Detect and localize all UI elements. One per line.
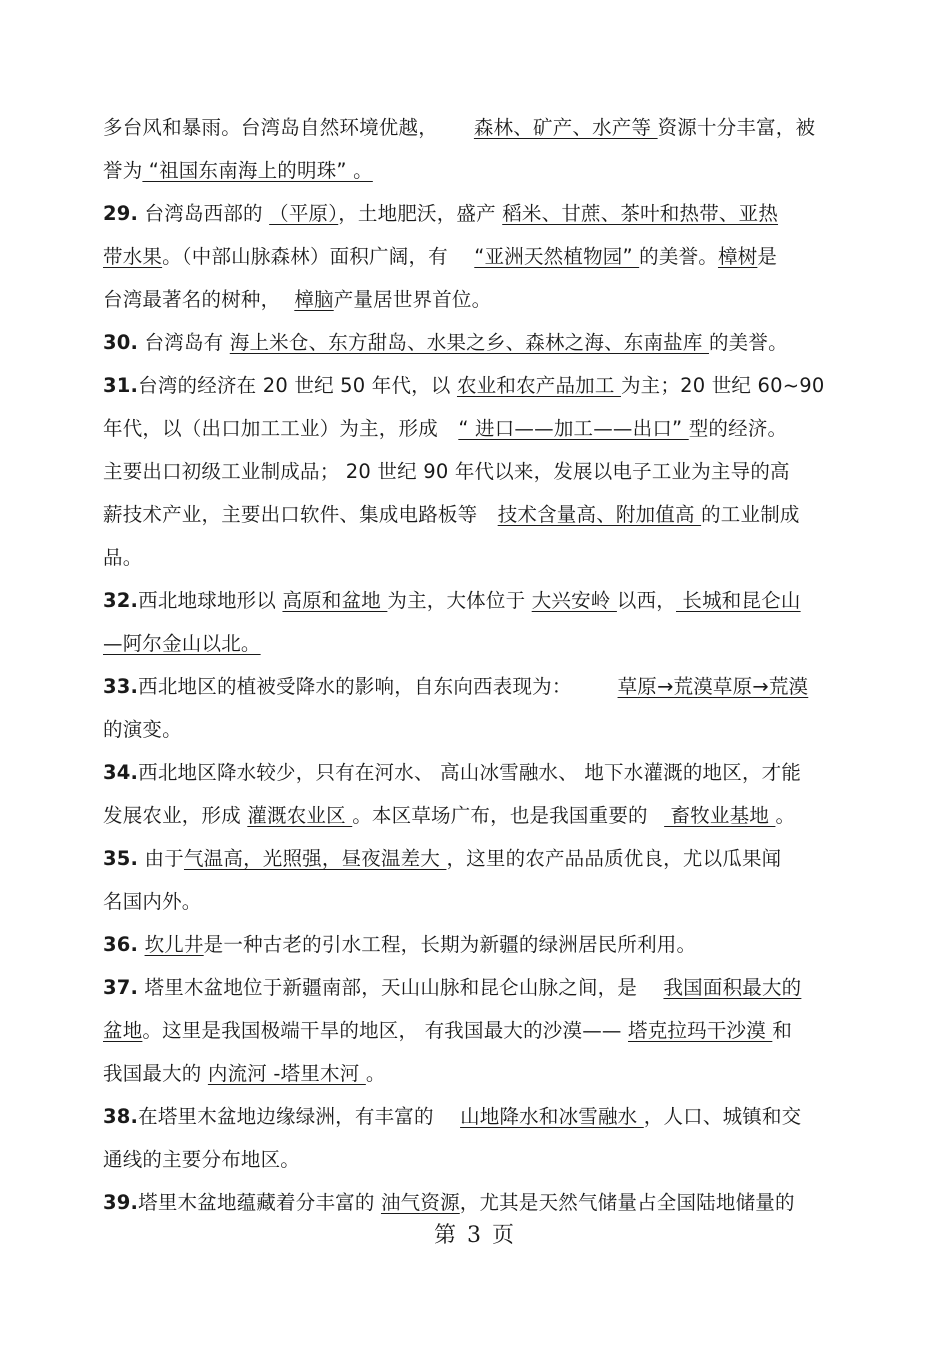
text-line (103, 708, 863, 751)
text-run: 由于 (138, 847, 184, 870)
text-run: 台湾的经济在 20 世纪 50 年代，以 (138, 374, 457, 397)
answer-blank: 海上米仓、东方甜岛、水果之乡、森林之海、东南盐库 (229, 331, 709, 354)
text-line (103, 579, 863, 622)
text-run: 。 (775, 804, 796, 827)
text-line (103, 665, 863, 708)
answer-blank: 技术含量高、附加值高 (497, 503, 702, 526)
text-line (103, 106, 863, 149)
text-line (103, 622, 863, 665)
text-run: ，人口、城镇和交 (643, 1105, 802, 1128)
answer-blank: 樟树 (717, 245, 758, 268)
text-run: 台湾最著名的树种， (103, 288, 281, 311)
text-run: 我国最大的 (103, 1062, 208, 1085)
text-run: 多台风和暴雨。台湾岛自然环境优越， (103, 116, 438, 139)
text-run: 的工业制成 (701, 503, 800, 526)
text-run: 。这里是我国极端干旱的地区， 有我国最大的沙漠—— (142, 1019, 629, 1042)
question-number: 35. (103, 847, 139, 870)
text-run: 薪技术产业，主要出口软件、集成电路板等 (103, 503, 484, 526)
text-run: 在塔里木盆地边缘绿洲，有丰富的 (138, 1105, 441, 1128)
text-line (103, 493, 863, 536)
question-number: 38. (103, 1105, 139, 1128)
answer-blank: 稻米、甘蔗、茶叶和热带、亚热 (502, 202, 779, 225)
text-run: 台湾岛西部的 (138, 202, 270, 225)
answer-blank: 油气资源 (380, 1191, 460, 1214)
answer-blank: 森林、矿产、水产等 (473, 116, 658, 139)
answer-blank: —阿尔金山以北。 (103, 632, 261, 655)
text-run: 为主，大体位于 (387, 589, 532, 612)
text-line (103, 1138, 863, 1181)
text-run: 年代，以（出口加工工业）为主，形成 (103, 417, 445, 440)
answer-blank: 长城和昆仑山 (676, 589, 801, 612)
text-run: 。 (365, 1062, 386, 1085)
text-line (103, 923, 863, 966)
text-run: 型的经济。 (688, 417, 788, 440)
text-run: 以西， (616, 589, 676, 612)
answer-blank: 农业和农产品加工 (456, 374, 621, 397)
text-run: 发展农业，形成 (103, 804, 248, 827)
text-run: 西北地区降水较少，只有在河水、 高山冰雪融水、 地下水灌溉的地区，才能 (138, 761, 802, 784)
answer-blank: 内流河 -塔里木河 (207, 1062, 366, 1085)
text-line (103, 192, 863, 235)
answer-blank: 坎儿井 (144, 933, 204, 956)
text-run: 产量居世界首位。 (333, 288, 492, 311)
text-run: 和 (772, 1019, 793, 1042)
text-line (103, 450, 863, 493)
text-line (103, 794, 863, 837)
text-line (103, 364, 863, 407)
text-run: 名国内外。 (103, 890, 202, 913)
answer-blank: （平原） (269, 202, 339, 225)
answer-blank: 盆地 (103, 1019, 143, 1042)
answer-blank: 樟脑 (294, 288, 334, 311)
text-run: 塔里木盆地位于新疆南部，天山山脉和昆仑山脉之间，是 (138, 976, 644, 999)
text-line (103, 235, 863, 278)
question-number: 32. (103, 589, 139, 612)
text-run: 。（中部山脉森林）面积广阔，有 (162, 245, 455, 268)
answer-blank: 我国面积最大的 (663, 976, 802, 999)
text-run: 的美誉。 (639, 245, 718, 268)
text-run: 是一种古老的引水工程，长期为新疆的绿洲居民所利用。 (203, 933, 697, 956)
answer-blank: “祖国东南海上的明珠” 。 (142, 159, 373, 182)
question-number: 34. (103, 761, 139, 784)
text-run: 主要出口初级工业制成品； 20 世纪 90 年代以来，发展以电子工业为主导的高 (103, 460, 790, 483)
text-run: 台湾岛有 (138, 331, 230, 354)
text-line (103, 149, 863, 192)
text-line (103, 1095, 863, 1138)
text-line (103, 751, 863, 794)
question-number: 31. (103, 374, 139, 397)
text-line (103, 1009, 863, 1052)
text-run: 的美誉。 (708, 331, 788, 354)
answer-blank: 山地降水和冰雪融水 (460, 1105, 644, 1128)
answer-blank: 畜牧业基地 (664, 804, 776, 827)
answer-blank: 带水果 (103, 245, 163, 268)
text-run: ，土地肥沃，盛产 (338, 202, 503, 225)
page-number: 第 3 页 (434, 1223, 516, 1248)
text-line (103, 837, 863, 880)
question-number: 39. (103, 1191, 139, 1214)
text-line (103, 407, 863, 450)
text-run: 西北地区的植被受降水的影响，自东向西表现为： (138, 675, 572, 698)
answer-blank: 灌溉农业区 (247, 804, 353, 827)
text-line (103, 966, 863, 1009)
text-line (103, 278, 863, 321)
text-line (103, 1052, 863, 1095)
answer-blank: 塔克拉玛干沙漠 (628, 1019, 773, 1042)
answer-blank: 高原和盆地 (282, 589, 388, 612)
text-run: 为主；20 世纪 60~90 (620, 374, 825, 397)
text-run: ，尤其是天然气储量占全国陆地储量的 (459, 1191, 795, 1214)
text-run: 西北地球地形以 (138, 589, 283, 612)
body-text (103, 106, 863, 1224)
text-run: 品。 (103, 546, 143, 569)
text-line (103, 880, 863, 923)
text-run: 资源十分丰富，被 (657, 116, 816, 139)
text-run: 誉为 (103, 159, 143, 182)
question-number: 36. (103, 933, 139, 956)
answer-blank: 草原→荒漠草原→荒漠 (617, 675, 809, 698)
question-number: 37. (103, 976, 139, 999)
text-run: 的演变。 (103, 718, 182, 741)
answer-blank: 气温高，光照强，昼夜温差大 (183, 847, 447, 870)
text-run: 通线的主要分布地区。 (103, 1148, 301, 1171)
question-number: 30. (103, 331, 139, 354)
question-number: 29. (103, 202, 139, 225)
answer-blank: 大兴安岭 (531, 589, 617, 612)
text-run: ，这里的农产品品质优良，尤以瓜果闻 (446, 847, 782, 870)
question-number: 33. (103, 675, 139, 698)
text-line (103, 536, 863, 579)
text-run: 。本区草场广布，也是我国重要的 (352, 804, 655, 827)
text-line (103, 321, 863, 364)
answer-blank: “ 进口——加工——出口” (458, 417, 689, 440)
text-run: 是 (757, 245, 778, 268)
answer-blank: “亚洲天然植物园” (474, 245, 640, 268)
text-run: 塔里木盆地蕴藏着分丰富的 (138, 1191, 381, 1214)
